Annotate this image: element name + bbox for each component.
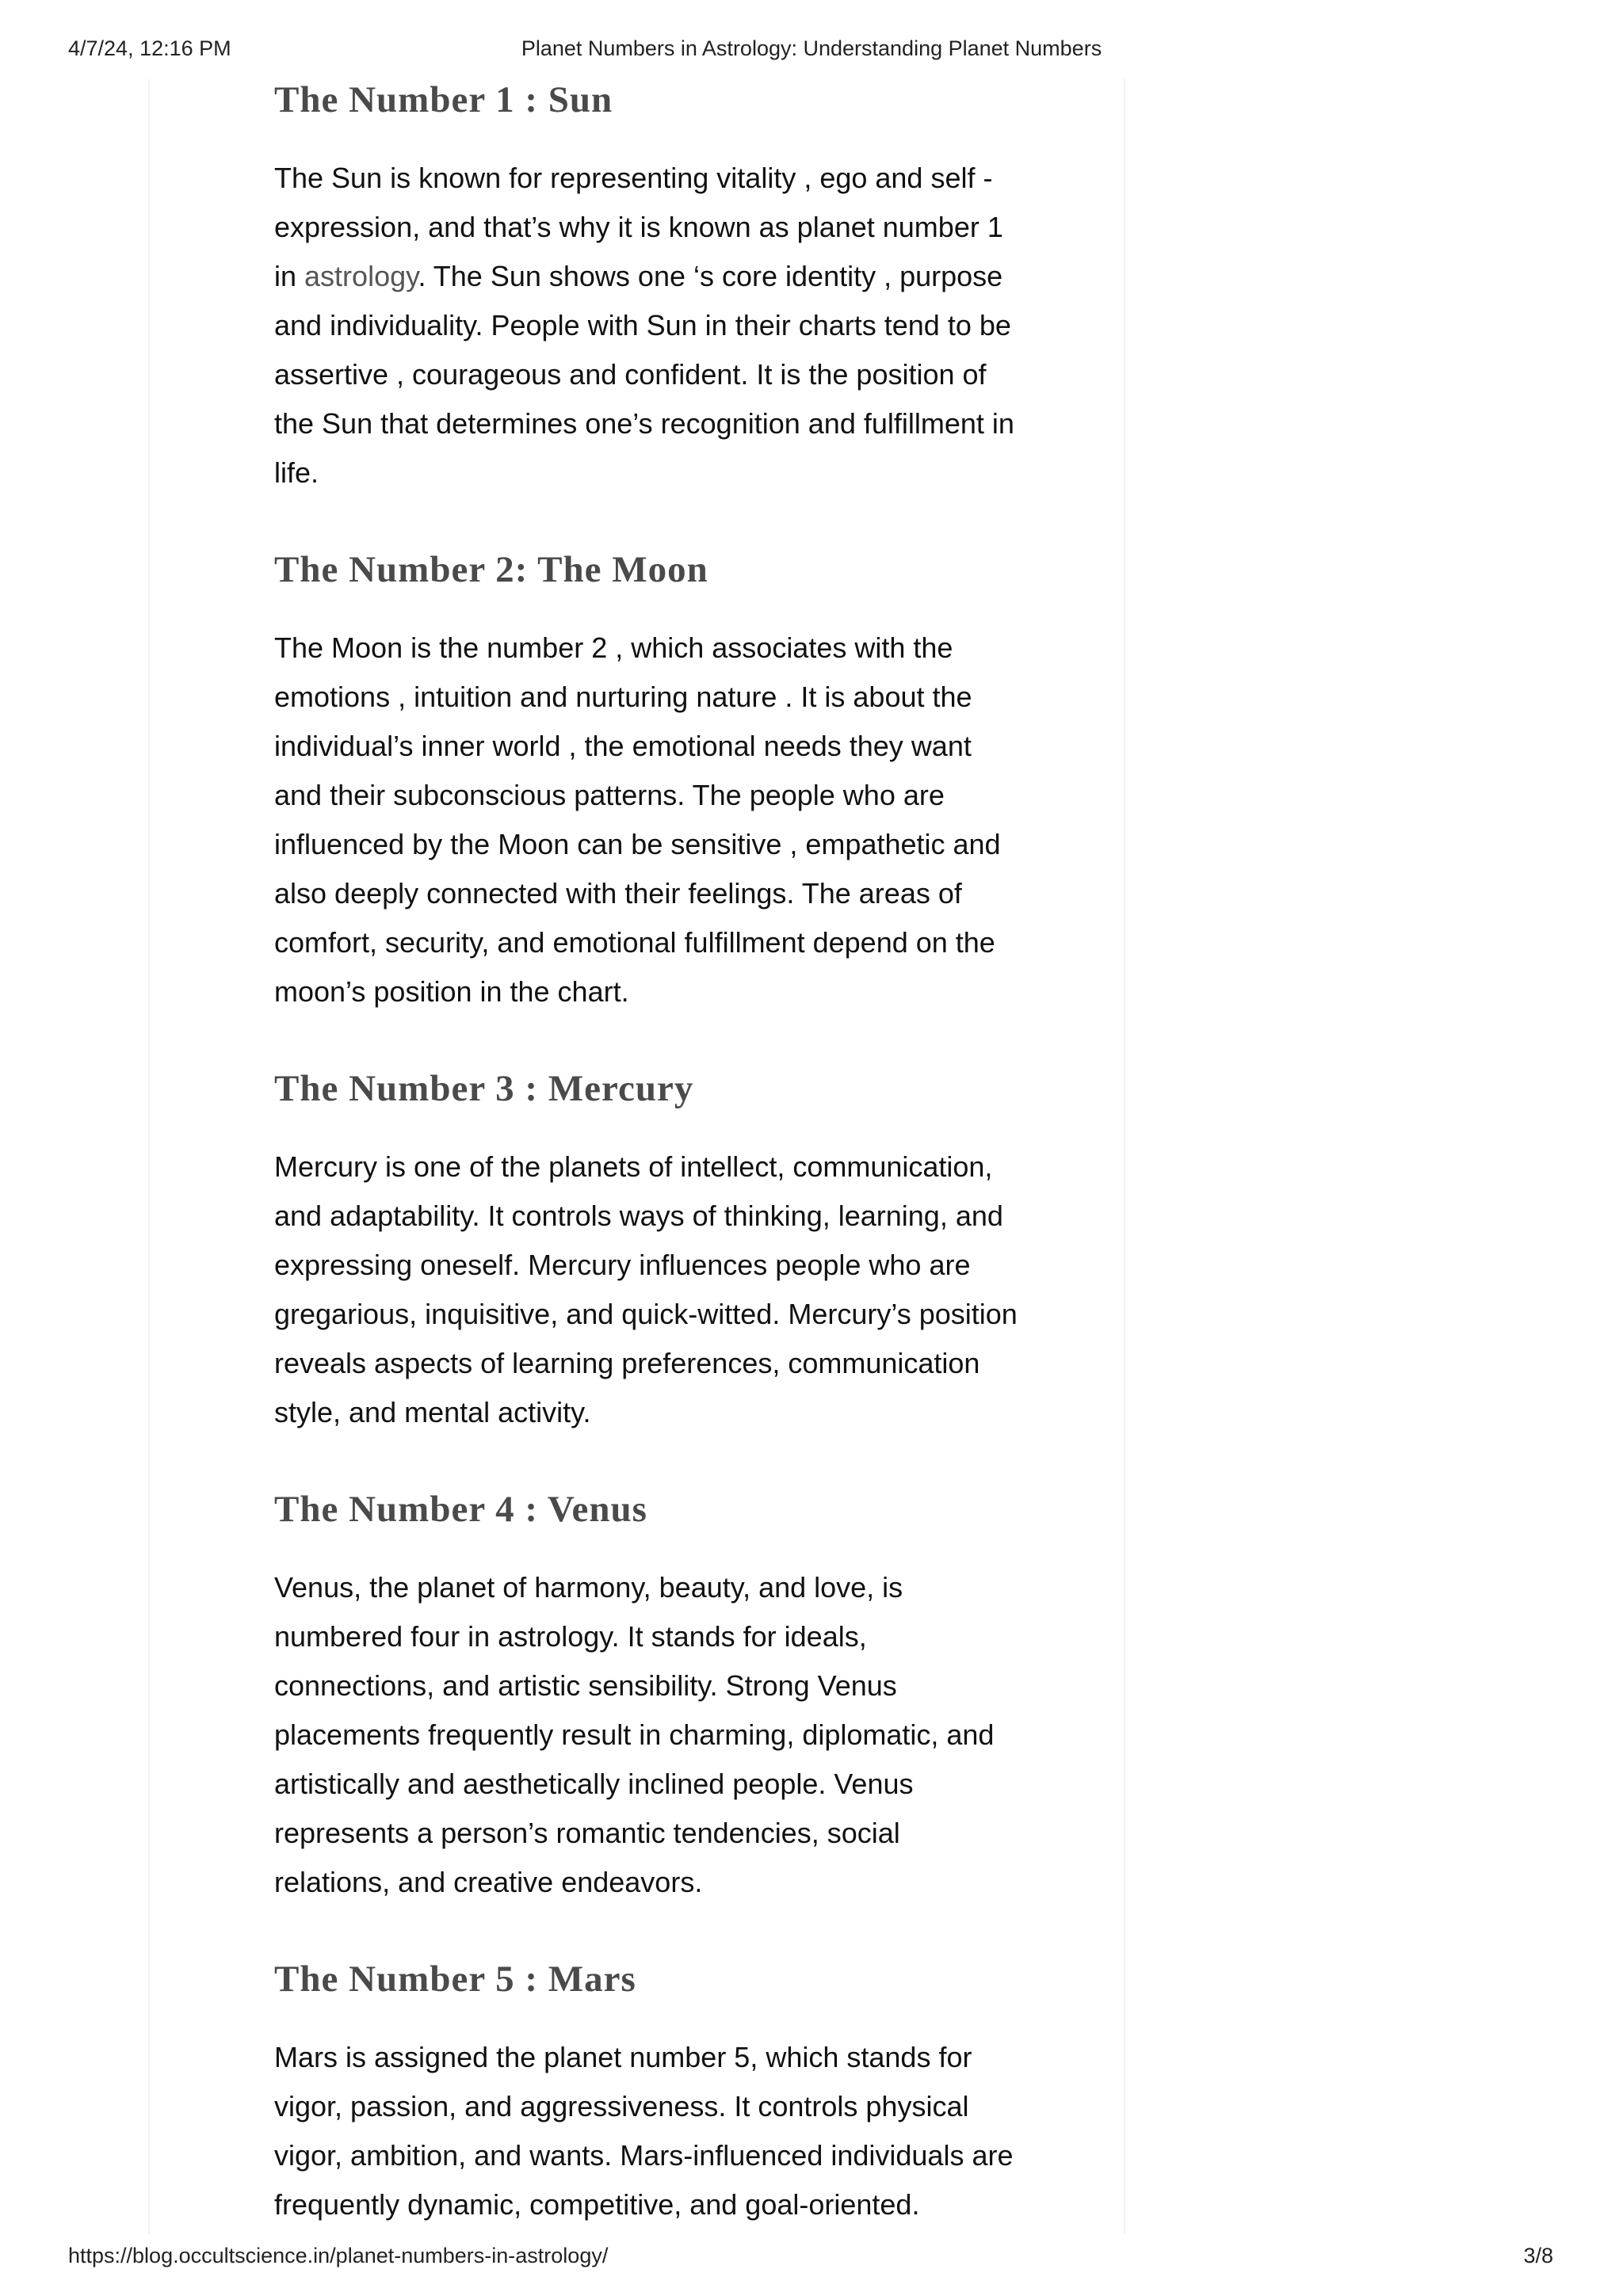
print-page-number: 3/8 [1523,2244,1553,2267]
print-datetime: 4/7/24, 12:16 PM [68,36,231,60]
section-sun [274,63,1019,498]
section-body: Venus, the planet of harmony, beauty, and love, is numbered four in astrology. It stands for ideals, connections, and artistic sensibility. Strong Venus placements frequently result in charming, diplomatic, and artistically and aesthetically inclined people. Venus represents a person’s romantic tendencies, social relations, and creative endeavors. [274,1571,995,1898]
section-mars [274,1943,1019,2229]
section-heading: The Number 4 : Venus [274,1489,647,1530]
body-text: The Sun is known for representing vitality , ego and self - expression, and that’s why it is known as planet number 1 in [274,162,1003,292]
section-moon [274,533,1019,1016]
article-content [274,63,1019,2265]
astrology-link[interactable]: astrology [304,260,418,292]
section-body [274,154,1019,498]
print-footer [0,2244,1623,2291]
body-text: . The Sun shows one ‘s core identity , purpose and individuality. People with Sun in their charts tend to be assertive , courageous and confident. It is the position of the Sun that determines one’s recognition and fulfillment in life. [274,260,1014,489]
section-body: Mars is assigned the planet number 5, which stands for vigor, passion, and aggressiveness. It controls physical vigor, ambition, and wants. Mars-influenced individuals are frequently dynamic, competitive, and goal-oriented. [274,2041,1014,2221]
section-heading: The Number 5 : Mars [274,1958,636,2000]
section-venus [274,1473,1019,1907]
section-body: The Moon is the number 2 , which associates with the emotions , intuition and nurturing nature . It is about the individual’s inner world , the emotional needs they want and their subconscious patterns. The people who are influenced by the Moon can be sensitive , empathetic and also deeply connected with their feelings. The areas of comfort, security, and emotional fulfillment depend on the moon’s position in the chart. [274,631,1001,1008]
section-heading: The Number 2: The Moon [274,549,708,590]
section-heading: The Number 3 : Mercury [274,1068,694,1109]
section-body: Mercury is one of the planets of intellect, communication, and adaptability. It controls ways of thinking, learning, and expressing oneself. Mercury influences people who are gregarious, inquisitive, and quick-witted. Mercury’s position reveals aspects of learning preferences, communication style, and mental activity. [274,1150,1018,1428]
section-mercury [274,1052,1019,1437]
print-page-title: Planet Numbers in Astrology: Understanding Planet Numbers [521,36,1102,60]
section-heading: The Number 1 : Sun [274,79,613,120]
print-url: https://blog.occultscience.in/planet-numbers-in-astrology/ [68,2244,609,2267]
